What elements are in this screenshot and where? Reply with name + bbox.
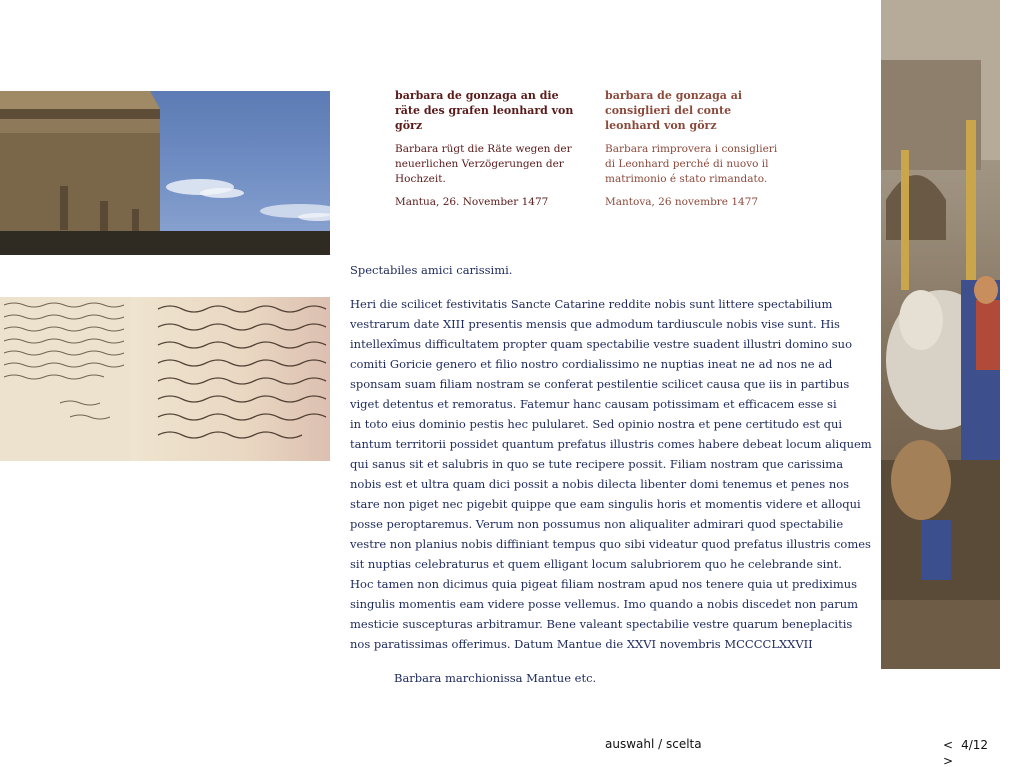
letter-line: mesticie suscepturas arbitramur. Bene valeant spectabilie vestre quarum beneplacitis [350,617,853,631]
letter-line: qui sanus sit et salubris in quo se tute recipere possit. Filiam nostram que carissima [350,457,844,471]
letter-line: vestre non planius nobis diffiniant tempus quo sibi videatur quod prefatus illustris comes [350,537,871,551]
header-italian [605,88,785,210]
selection-link[interactable]: auswahl / scelta [605,737,702,751]
letter-line: comiti Goricie genero et filio nostro cordialissimo ne nuptias ineat ne ad nos ne ad [350,357,833,371]
letter-line: vestrarum date XIII presentis mensis que admodum tardiuscule nobis vise sunt. His [350,317,840,331]
summary-italian: Barbara rimprovera i consiglieri di Leonhard perché di nuovo il matrimonio é stato rimandato. [605,143,778,185]
letter-line: in toto eius dominio pestis hec pulularet. Sed opinio nostra et pene certitudo est qui [350,417,843,431]
letter-line: singulis momentis eam videre posse vellemus. Imo quando a nobis discedet non parum [350,597,859,611]
architecture-painting-graphic [0,91,330,255]
manuscript-image [0,297,330,461]
fresco-image [881,0,1000,669]
letter-text [350,262,872,686]
letter-line: tantum territorii possidet quantum prefatus illustris comes habere debeat locum aliquem [350,437,872,451]
letter-salutation: Spectabiles amici carissimi. [350,263,513,277]
letter-line: intellexîmus difficultatem propter quam spectabilie vestre suadent illustri domino suo [350,337,853,351]
summary-german: Barbara rügt die Räte wegen der neuerlichen Verzögerungen der Hochzeit. [395,143,572,185]
dateline-italian: Mantova, 26 novembre 1477 [605,196,759,208]
dateline-german: Mantua, 26. November 1477 [395,196,549,208]
next-page-button[interactable]: > [943,754,954,767]
letter-line: sponsam suam filiam nostram se conferat pestilentie scilicet causa que iis in partibus [350,377,850,391]
prev-page-button[interactable]: < [943,738,954,752]
architecture-painting-image [0,91,330,255]
page-counter: 4/12 [961,738,989,752]
letter-signature: Barbara marchionissa Mantue etc. [394,671,597,685]
pager [943,737,1013,767]
letter-line: Heri die scilicet festivitatis Sancte Catarine reddite nobis sunt littere spectabilium [350,297,833,311]
letter-line: nos paratissimas offerimus. Datum Mantue die XXVI novembris MCCCCLXXVII [350,637,813,651]
letter-line: stare non piget nec pigebit quippe que eam singulis horis et momentis videre et alloqui [350,497,861,511]
letter-line: Hoc tamen non dicimus quia pigeat filiam nostram apud nos tenere quia ut prediximus [350,577,858,591]
letter-body [350,294,872,654]
fresco-graphic [881,0,1000,669]
header-german [395,88,575,210]
title-german: barbara de gonzaga an die räte des grafen leonhard von görz [395,89,574,132]
letter-line: viget detentus et remoratus. Fatemur hanc causam potissimam et efficacem esse si [350,397,837,411]
manuscript-graphic [0,297,330,461]
letter-line: posse peroptaremus. Verum non possumus non aliqualiter admirari quod spectabilie [350,517,844,531]
letter-line: nobis est et ultra quam dici possit a nobis dilecta libenter domi tenemus et penes nos [350,477,850,491]
letter-line: sit nuptias celebraturus et quem elligant locum salubriorem quo he celebrande sint. [350,557,842,571]
title-italian: barbara de gonzaga ai consiglieri del conte leonhard von görz [605,89,743,132]
